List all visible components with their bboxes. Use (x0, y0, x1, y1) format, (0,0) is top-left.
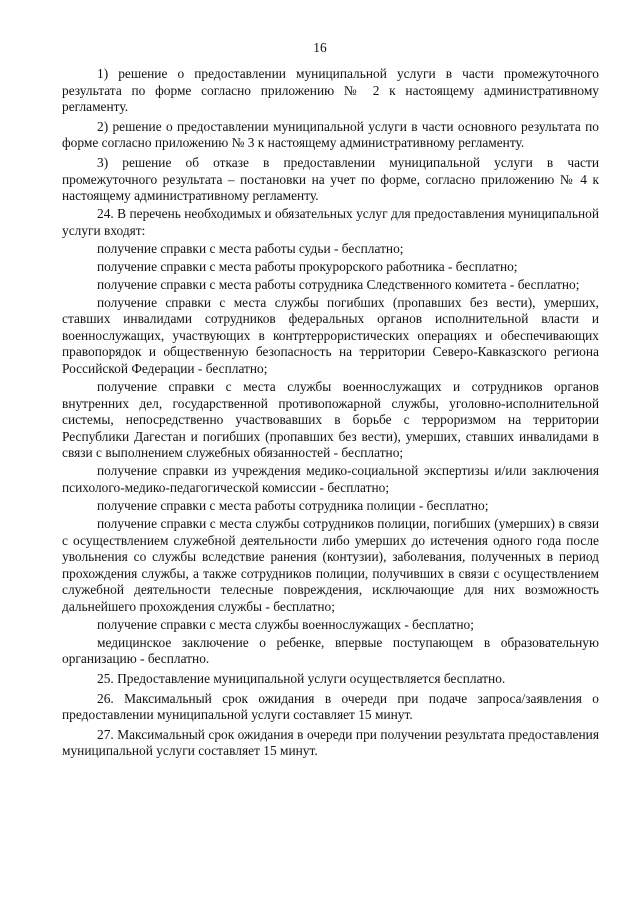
list-item: получение справки с места службы погибших (пропавших без вести), умерших, ставших инвалидами сотрудников федеральных органов исполнительной власти и военнослужащих, участвующих в контртеррористических операциях и обеспечивающих правопорядок и общественную безопасность на территории Северо-Кавказского региона Российской Федерации - бесплатно; (62, 294, 599, 377)
paragraph-27-wait-time-result: 27. Максимальный срок ожидания в очереди при получении результата предоставления муниципальной услуги составляет 15 минут. (62, 726, 599, 759)
list-item: получение справки с места службы сотрудников полиции, погибших (умерших) в связи с осуществлением служебной деятельности либо умерших до истечения одного года после увольнения со службы вследствие ранения (контузии), заболевания, полученных в период прохождения службы, а также сотрудников полиции, получивших в связи с осуществлением служебной деятельности телесные повреждения, исключающие для них возможность дальнейшего прохождения службы - бесплатно; (62, 515, 599, 614)
list-item: получение справки с места работы сотрудника Следственного комитета - бесплатно; (97, 276, 580, 292)
paragraph-25-free-service: 25. Предоставление муниципальной услуги осуществляется бесплатно. (97, 671, 506, 687)
list-item: получение справки с места службы военнослужащих и сотрудников органов внутренних дел, государственной противопожарной службы, уголовно-исполнительной системы, непосредственно участвовавших в борьбе с терроризмом на территории Республики Дагестан и погибших (пропавших без вести), умерших, ставших инвалидами в связи с выполнением служебных обязанностей - бесплатно; (62, 379, 599, 461)
paragraph-24-list-intro: 24. В перечень необходимых и обязательных услуг для предоставления муниципальной услуги входят: (62, 206, 599, 238)
list-item: получение справки из учреждения медико-социальной экспертизы и/или заключения психолого-медико-педагогической комиссии - бесплатно; (62, 463, 599, 495)
paragraph-26-wait-time-submission: 26. Максимальный срок ожидания в очереди при подаче запроса/заявления о предоставлении муниципальной услуги составляет 15 минут. (62, 690, 599, 723)
list-item: получение справки с места работы судьи - бесплатно; (97, 240, 404, 256)
paragraph-result-refusal: 3) решение об отказе в предоставлении муниципальной услуги в части промежуточного результата – постановки на учет по форме, согласно приложению № 4 к настоящему административному регламенту. (62, 154, 599, 204)
page-number: 16 (313, 40, 327, 55)
paragraph-result-intermediate: 1) решение о предоставлении муниципальной услуги в части промежуточного результата по форме согласно приложению № 2 к настоящему административному регламенту. (62, 66, 599, 115)
list-item: медицинское заключение о ребенке, впервые поступающем в образовательную организацию - бесплатно. (62, 634, 599, 667)
list-item: получение справки с места службы военнослужащих - бесплатно; (97, 616, 474, 632)
paragraph-result-main: 2) решение о предоставлении муниципальной услуги в части основного результата по форме согласно приложению № 3 к настоящему административному регламенту. (62, 118, 599, 151)
list-item: получение справки с места работы прокурорского работника - бесплатно; (97, 258, 518, 274)
document-body (62, 66, 599, 760)
list-item: получение справки с места работы сотрудника полиции - бесплатно; (97, 497, 489, 513)
